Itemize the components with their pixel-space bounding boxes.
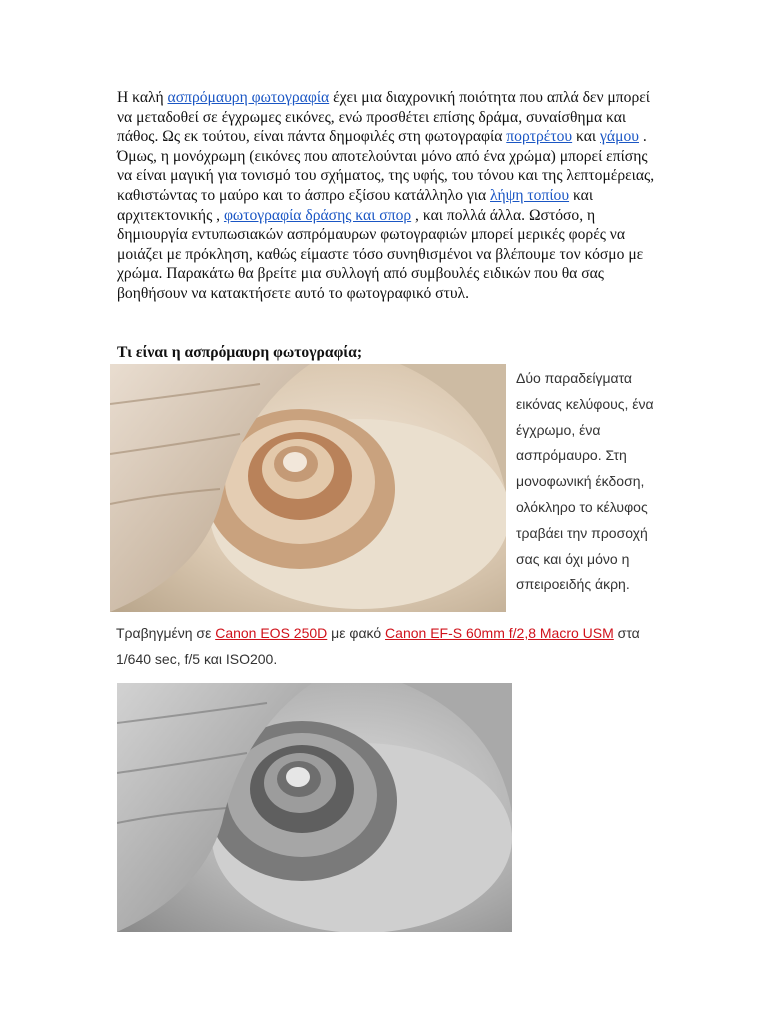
- intro-text: και αρχιτεκτονικής ,: [117, 186, 594, 224]
- section-heading: Τι είναι η ασπρόμαυρη φωτογραφία;: [117, 344, 363, 361]
- link-landscape[interactable]: λήψη τοπίου: [490, 186, 570, 204]
- shot-info-text: Τραβηγμένη σε: [116, 625, 216, 641]
- shot-info-text: με φακό: [327, 625, 386, 641]
- intro-text: . Όμως, η μονόχρωμη (εικόνες που αποτελούνται μόνο από ένα χρώμα) μπορεί επίσης να είναι μαγική για τονισμό του σχήματος, της υφής, του τόνου και της λεπτομέρειας, καθιστώντας το μαύρο και το άσπρο εξίσου κατάλληλο για: [117, 128, 655, 204]
- shell-photo-color: [110, 364, 506, 612]
- intro-text: Η καλή: [117, 89, 168, 106]
- shot-info-caption: [116, 621, 656, 673]
- side-caption: Δύο παραδείγματα εικόνας κελύφους, ένα έγχρωμο, ένα ασπρόμαυρο. Στη μονοφωνική έκδοση, ολόκληρο το κέλυφος τραβάει την προσοχή σας και όχι μόνο η σπειροειδής άκρη.: [516, 370, 654, 593]
- link-wedding[interactable]: γάμου: [600, 128, 639, 146]
- intro-text: , και πολλά άλλα. Ωστόσο, η δημιουργία εντυπωσιακών ασπρόμαυρων φωτογραφιών μπορεί μερικές φορές να μοιάζει με πρόκληση, καθώς είμαστε τόσο συνηθισμένοι να βλέπουμε τον κόσμο με χρώμα. Παρακάτω θα βρείτε μια συλλογή από συμβουλές ειδικών που θα σας βοηθήσουν να κατακτήσετε αυτό το φωτογραφικό στυλ.: [117, 206, 644, 302]
- link-portrait[interactable]: πορτρέτου: [506, 128, 573, 146]
- intro-text: έχει μια διαχρονική ποιότητα που απλά δεν μπορεί να μεταδοθεί σε έγχρωμες εικόνες, ενώ προσθέτει επίσης δράμα, συναίσθημα και πάθος. Ως εκ τούτου, είναι πάντα δημοφιλές στη φωτογραφία: [117, 89, 650, 146]
- link-camera[interactable]: Canon EOS 250D: [215, 625, 328, 641]
- link-action-sports[interactable]: φωτογραφία δράσης και σπορ: [223, 206, 412, 224]
- intro-text: και: [572, 128, 601, 146]
- shell-photo-bw: [117, 683, 512, 932]
- link-bw-photography[interactable]: ασπρόμαυρη φωτογραφία: [167, 89, 330, 106]
- link-lens[interactable]: Canon EF-S 60mm f/2,8 Macro USM: [385, 625, 614, 641]
- shot-info-text: στα 1/640 sec, f/5 και ISO200.: [116, 625, 640, 667]
- intro-paragraph: [117, 88, 665, 304]
